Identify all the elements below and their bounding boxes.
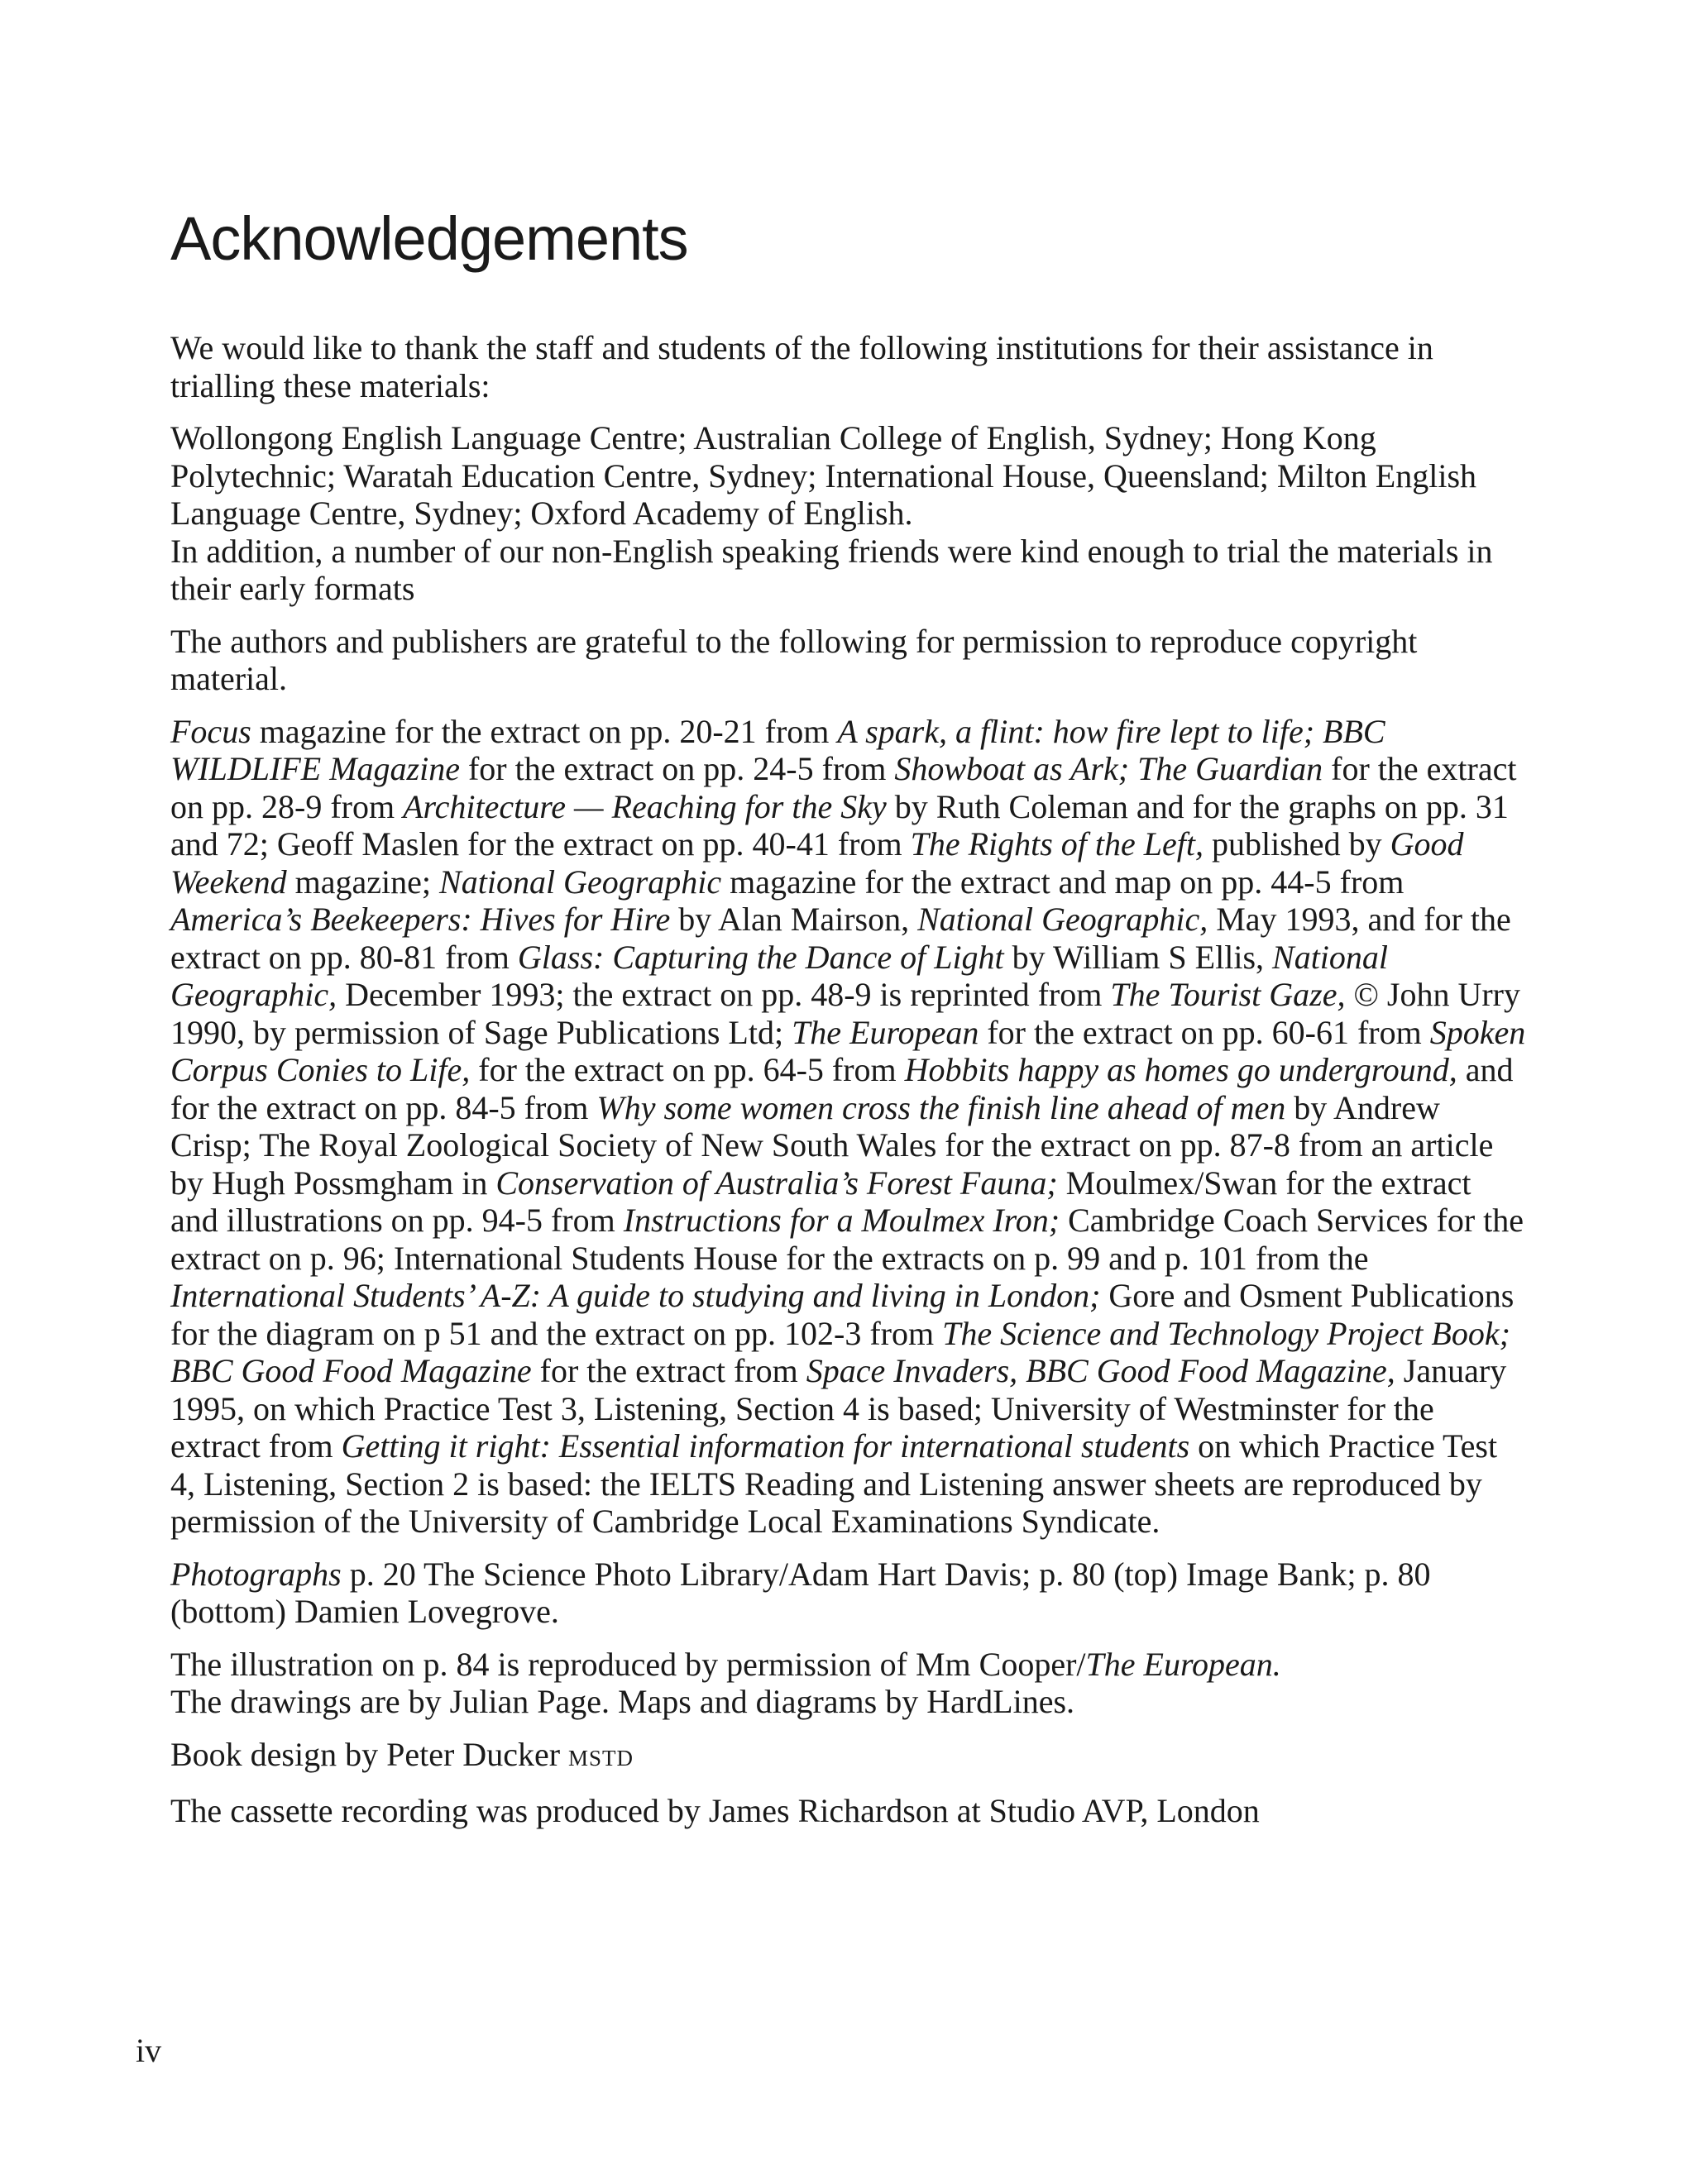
italic-title-run: Architecture — Reaching for the Sky: [403, 787, 887, 825]
text-run: for the extract from: [531, 1352, 806, 1389]
text-run: May 1993, and for the extract on pp. 80-81 from: [170, 901, 1511, 976]
italic-title-run: Focus: [170, 712, 251, 750]
text-run: published by: [1204, 825, 1390, 863]
text-run: p. 20 The Science Photo Library/Adam Hart Davis; p. 80 (top) Image Bank; p. 80 (bottom) Damien Lovegrove.: [170, 1555, 1431, 1630]
text-run: magazine for the extract and map on pp. 44-5 from: [721, 863, 1404, 901]
italic-title-run: The Rights of the Left,: [910, 825, 1204, 863]
book-design-suffix: MSTD: [568, 1745, 634, 1771]
page-title: Acknowledgements: [170, 204, 688, 273]
italic-title-run: National Geographic,: [170, 938, 1389, 1013]
text-run: on which Practice Test 4, Listening, Section 2 is based: the IELTS Reading and Listening answer sheets are reproduced by permission of the University of Cambridge Local Examinations Syndicate.: [170, 1427, 1498, 1540]
italic-title-run: The European: [792, 1013, 979, 1051]
italic-title-run: The European.: [1085, 1645, 1281, 1683]
page-number: iv: [136, 2032, 162, 2069]
italic-title-run: National Geographic,: [917, 901, 1208, 938]
drawings-credit: The drawings are by Julian Page. Maps and diagrams by HardLines.: [170, 1683, 1075, 1720]
text-run: Gore and Osment Publications for the diagram on p 51 and the extract on pp. 102-3 from: [170, 1277, 1515, 1352]
acknowledgements-body: [170, 329, 1527, 1845]
text-run: by William S Ellis,: [1003, 938, 1273, 976]
cassette-credit: The cassette recording was produced by James Richardson at Studio AVP, London: [170, 1792, 1260, 1829]
italic-title-run: Instructions for a Moulmex Iron;: [623, 1202, 1060, 1239]
text-run: © John Urry 1990, by permission of Sage Publications Ltd;: [170, 976, 1520, 1051]
italic-title-run: America’s Beekeepers: Hives for Hire: [170, 901, 671, 938]
illustration-credit: [170, 1646, 1527, 1684]
text-run: The illustration on p. 84 is reproduced by permission of Mm Cooper/: [170, 1645, 1086, 1683]
italic-title-run: Spoken Corpus Conies to Life,: [170, 1013, 1526, 1088]
italic-title-run: The Tourist Gaze,: [1110, 976, 1346, 1013]
text-run: for the extract on pp. 60-61 from: [979, 1013, 1430, 1051]
text-run: magazine for the extract on pp. 20-21 from: [251, 712, 838, 750]
italic-title-run: International Students’ A-Z: A guide to studying and living in London;: [170, 1277, 1101, 1314]
italic-title-run: Hobbits happy as homes go underground,: [904, 1051, 1457, 1088]
italic-title-run: The Science and Technology Project Book; BBC Good Food Magazine: [170, 1314, 1510, 1389]
italic-title-run: Space Invaders, BBC Good Food Magazine,: [806, 1352, 1395, 1389]
text-run: for the extract on pp. 64-5 from: [470, 1051, 905, 1088]
italic-title-run: Photographs: [170, 1555, 342, 1593]
italic-title-run: National Geographic: [439, 863, 722, 901]
text-run: Moulmex/Swan for the extract and illustrations on pp. 94-5 from: [170, 1164, 1471, 1239]
institutions-paragraph: Wollongong English Language Centre; Australian College of English, Sydney; Hong Kong Polytechnic; Waratah Education Centre, Sydney; International House, Queensland; Milton English Language Centre, Sydney; Oxford Academy of English.: [170, 419, 1477, 532]
italic-title-run: Good Weekend: [170, 825, 1464, 901]
italic-title-run: Glass: Capturing the Dance of Light: [517, 938, 1004, 976]
text-run: and for the extract on pp. 84-5 from: [170, 1051, 1514, 1126]
text-run: Cambridge Coach Services for the extract on p. 96; International Students House for the extracts on p. 99 and p. 101 from the: [170, 1202, 1524, 1277]
italic-title-run: Showboat as Ark; The Guardian: [894, 750, 1323, 787]
copyright-credits-paragraph: [170, 713, 1527, 1541]
friends-paragraph: In addition, a number of our non-English speaking friends were kind enough to trial the materials in their early formats: [170, 532, 1493, 607]
book-design-credit: [170, 1736, 1527, 1778]
text-run: January 1995, on which Practice Test 3, Listening, Section 4 is based; University of Westminster for the extract from: [170, 1352, 1507, 1465]
text-run: by Andrew Crisp; The Royal Zoological Society of New South Wales for the extract on pp. 87-8 from an article by Hugh Possmgham in: [170, 1088, 1494, 1202]
text-run: for the extract on pp. 28-9 from: [170, 750, 1517, 825]
book-design-text: Book design by Peter Ducker: [170, 1735, 569, 1773]
text-run: by Ruth Coleman and for the graphs on pp. 31 and 72; Geoff Maslen for the extract on pp. 40-41 from: [170, 787, 1509, 863]
italic-title-run: Why some women cross the finish line ahead of men: [596, 1088, 1286, 1126]
text-run: for the extract on pp. 24-5 from: [459, 750, 895, 787]
thanks-paragraph: We would like to thank the staff and students of the following institutions for their assistance in trialling these materials:: [170, 329, 1433, 404]
copyright-intro-paragraph: The authors and publishers are grateful to the following for permission to reproduce copyright material.: [170, 622, 1418, 697]
photographs-paragraph: [170, 1556, 1527, 1631]
text-run: by Alan Mairson,: [670, 901, 918, 938]
italic-title-run: A spark, a flint: how fire lept to life; BBC WILDLIFE Magazine: [170, 712, 1385, 787]
text-run: magazine;: [286, 863, 440, 901]
text-run: December 1993; the extract on pp. 48-9 is reprinted from: [337, 976, 1111, 1013]
italic-title-run: Conservation of Australia’s Forest Fauna;: [495, 1164, 1058, 1202]
italic-title-run: Getting it right: Essential information for international students: [341, 1427, 1190, 1465]
